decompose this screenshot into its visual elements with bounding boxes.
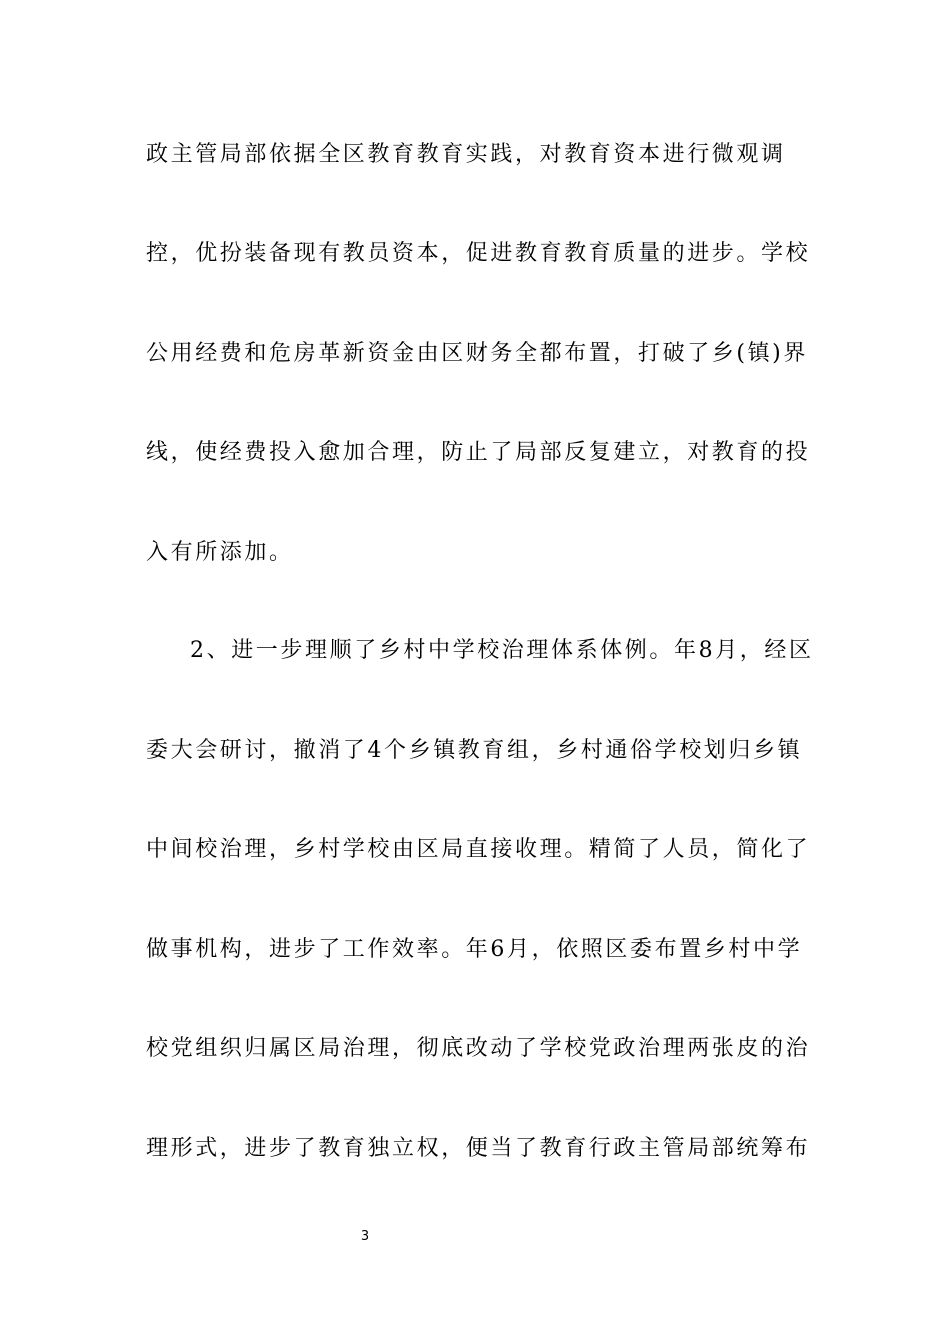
- paragraph-line: 线，使经费投入愈加合理，防止了局部反复建立，对教育的投: [146, 440, 811, 465]
- paragraph-line: 入有所添加。: [146, 540, 294, 565]
- page-number: 3: [360, 1229, 370, 1244]
- paragraph-line: 校党组织归属区局治理，彻底改动了学校党政治理两张皮的治: [146, 1036, 811, 1061]
- paragraph-line: 公用经费和危房革新资金由区财务全都布置，打破了乡(镇)界: [146, 341, 808, 366]
- paragraph-line: 2、进一步理顺了乡村中学校治理体系体例。年8月，经区: [190, 638, 814, 663]
- paragraph-line: 理形式，进步了教育独立权，便当了教育行政主管局部统筹布: [146, 1136, 811, 1161]
- paragraph-line: 控，优扮装备现有教员资本，促进教育教育质量的进步。学校: [146, 241, 811, 266]
- paragraph-line: 委大会研讨，撤消了4个乡镇教育组，乡村通俗学校划归乡镇: [146, 738, 803, 763]
- paragraph-line: 中间校治理，乡村学校由区局直接收理。精简了人员，简化了: [146, 837, 811, 862]
- paragraph-line: 做事机构，进步了工作效率。年6月，依照区委布置乡村中学: [146, 937, 803, 962]
- paragraph-line: 政主管局部依据全区教育教育实践，对教育资本进行微观调: [146, 142, 786, 167]
